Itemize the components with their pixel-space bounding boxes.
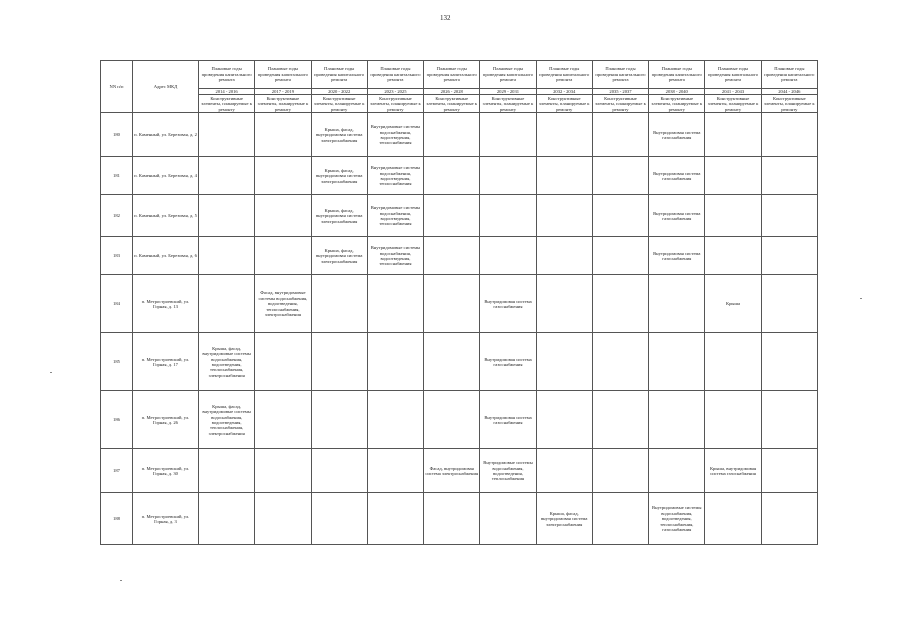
repair-cell	[592, 333, 648, 391]
repair-cell	[536, 195, 592, 237]
row-address: п. Каменный, ул. Березовая, д. 6	[133, 237, 199, 275]
period-sub-label: Конструктивные элементы, планируемые к ремонту	[761, 95, 817, 113]
header-sub-row	[101, 95, 818, 113]
period-years: 2029 - 2031	[480, 89, 536, 95]
row-number: 185	[101, 333, 133, 391]
repair-cell	[536, 237, 592, 275]
repair-cell	[705, 333, 761, 391]
repair-cell	[199, 195, 255, 237]
period-years: 2023 - 2025	[367, 89, 423, 95]
row-address: п. Каменный, ул. Березовая, д. 4	[133, 157, 199, 195]
repair-cell	[761, 333, 817, 391]
repair-cell	[311, 493, 367, 545]
repair-cell	[480, 195, 536, 237]
repair-cell	[649, 449, 705, 493]
period-sub-label: Конструктивные элементы, планируемые к ремонту	[592, 95, 648, 113]
num-header: NN п/п	[101, 61, 133, 113]
period-title: Плановые годы проведения капитального ремонта	[424, 61, 480, 89]
repair-cell	[761, 113, 817, 157]
repair-cell: Внутридомовая система газоснабжения	[649, 113, 705, 157]
period-title: Плановые годы проведения капитального ремонта	[649, 61, 705, 89]
scan-speck	[860, 298, 862, 299]
repair-cell: Крыша, фасад, внутридомовая система электроснабжения	[311, 195, 367, 237]
period-years: 2044 - 2046	[761, 89, 817, 95]
repair-cell	[424, 237, 480, 275]
repair-cell: Внутридомовые системы водоснабжения, водоотведения, теплоснабжения	[480, 449, 536, 493]
row-address: п. Метростроевский, ул. Горная, д. 13	[133, 275, 199, 333]
period-sub-label: Конструктивные элементы, планируемые к ремонту	[367, 95, 423, 113]
repair-cell	[199, 449, 255, 493]
capital-repair-table	[100, 60, 818, 545]
repair-cell	[480, 237, 536, 275]
row-number: 180	[101, 113, 133, 157]
repair-cell	[255, 493, 311, 545]
repair-cell: Внутридомовая система газоснабжения	[480, 275, 536, 333]
period-sub-label: Конструктивные элементы, планируемые к ремонту	[536, 95, 592, 113]
repair-cell	[199, 113, 255, 157]
repair-cell	[367, 493, 423, 545]
row-address: п. Метростроевский, ул. Горная, д. 3	[133, 493, 199, 545]
repair-cell	[311, 275, 367, 333]
repair-cell: Крыша	[705, 275, 761, 333]
row-number: 181	[101, 157, 133, 195]
period-title: Плановые годы проведения капитального ремонта	[761, 61, 817, 89]
repair-cell	[199, 237, 255, 275]
repair-cell	[761, 391, 817, 449]
repair-cell	[649, 333, 705, 391]
repair-cell	[424, 157, 480, 195]
repair-cell	[536, 275, 592, 333]
repair-cell	[705, 195, 761, 237]
repair-cell: Внутридомовая система газоснабжения	[480, 391, 536, 449]
repair-cell	[480, 113, 536, 157]
period-title: Плановые годы проведения капитального ремонта	[199, 61, 255, 89]
repair-cell	[705, 113, 761, 157]
row-address: п. Метростроевский, ул. Горная, д. 26	[133, 391, 199, 449]
repair-cell: Фасад, внутридомовая система электроснабжения	[424, 449, 480, 493]
repair-cell	[536, 391, 592, 449]
repair-cell	[536, 157, 592, 195]
row-address: п. Метростроевский, ул. Горная, д. 17	[133, 333, 199, 391]
repair-cell	[424, 195, 480, 237]
period-years: 2017 - 2019	[255, 89, 311, 95]
repair-cell	[255, 195, 311, 237]
period-sub-label: Конструктивные элементы, планируемые к ремонту	[480, 95, 536, 113]
address-header: Адрес МКД	[133, 61, 199, 113]
row-number: 186	[101, 391, 133, 449]
table-row	[101, 113, 818, 157]
repair-cell	[424, 493, 480, 545]
repair-cell	[311, 391, 367, 449]
repair-cell	[311, 449, 367, 493]
period-years: 2041 - 2043	[705, 89, 761, 95]
repair-cell	[761, 157, 817, 195]
repair-cell: Крыша, внутридомовая система газоснабжения	[705, 449, 761, 493]
period-title: Плановые годы проведения капитального ремонта	[255, 61, 311, 89]
repair-cell: Фасад, внутридомовые системы водоснабжения, водоотведения, теплоснабжения, электроснабжения	[255, 275, 311, 333]
repair-cell	[424, 333, 480, 391]
repair-cell	[592, 449, 648, 493]
repair-cell	[592, 157, 648, 195]
repair-cell	[255, 449, 311, 493]
repair-cell: Внутридомовая система газоснабжения	[649, 195, 705, 237]
period-title: Плановые годы проведения капитального ремонта	[592, 61, 648, 89]
repair-cell: Внутридомовая система газоснабжения	[480, 333, 536, 391]
repair-cell	[199, 157, 255, 195]
repair-cell	[705, 237, 761, 275]
table-row	[101, 157, 818, 195]
row-number: 187	[101, 449, 133, 493]
period-title: Плановые годы проведения капитального ремонта	[311, 61, 367, 89]
repair-cell	[592, 237, 648, 275]
repair-cell	[255, 113, 311, 157]
repair-cell	[536, 113, 592, 157]
repair-cell	[367, 333, 423, 391]
repair-cell	[592, 113, 648, 157]
period-years: 2020 - 2022	[311, 89, 367, 95]
header-title-row	[101, 61, 818, 89]
period-years: 2035 - 2037	[592, 89, 648, 95]
repair-cell	[480, 157, 536, 195]
repair-cell	[424, 391, 480, 449]
repair-cell	[761, 237, 817, 275]
repair-cell	[649, 391, 705, 449]
table-row	[101, 275, 818, 333]
repair-cell: Крыша, фасад, внутридомовая система электроснабжения	[536, 493, 592, 545]
table-row	[101, 333, 818, 391]
repair-cell	[705, 157, 761, 195]
repair-cell	[367, 449, 423, 493]
period-sub-label: Конструктивные элементы, планируемые к ремонту	[424, 95, 480, 113]
repair-cell	[705, 391, 761, 449]
table-row	[101, 449, 818, 493]
repair-cell: Внутридомовые системы водоснабжения, водоотведения, теплоснабжения	[367, 113, 423, 157]
repair-cell: Крыша, фасад, внутридомовая система электроснабжения	[311, 237, 367, 275]
repair-cell	[649, 275, 705, 333]
table-body	[101, 113, 818, 545]
period-title: Плановые годы проведения капитального ремонта	[480, 61, 536, 89]
repair-cell	[255, 237, 311, 275]
period-title: Плановые годы проведения капитального ремонта	[705, 61, 761, 89]
repair-cell	[199, 493, 255, 545]
repair-cell	[536, 333, 592, 391]
repair-cell: Внутридомовая система газоснабжения	[649, 157, 705, 195]
repair-cell: Крыша, фасад, внутридомовая система электроснабжения	[311, 113, 367, 157]
repair-cell	[761, 493, 817, 545]
row-number: 188	[101, 493, 133, 545]
period-years: 2038 - 2040	[649, 89, 705, 95]
period-sub-label: Конструктивные элементы, планируемые к ремонту	[705, 95, 761, 113]
period-years: 2014 - 2016	[199, 89, 255, 95]
repair-cell	[367, 275, 423, 333]
page-number: 132	[440, 14, 451, 22]
repair-cell: Крыша, фасад, внутридомовые системы водоснабжения, водоотведения, теплоснабжения, электроснабжения	[199, 391, 255, 449]
repair-cell	[480, 493, 536, 545]
period-title: Плановые годы проведения капитального ремонта	[536, 61, 592, 89]
repair-cell	[367, 391, 423, 449]
row-address: п. Каменный, ул. Березовая, д. 2	[133, 113, 199, 157]
table-row	[101, 195, 818, 237]
repair-cell: Внутридомовые системы водоснабжения, водоотведения, теплоснабжения	[367, 157, 423, 195]
repair-cell	[592, 391, 648, 449]
period-years: 2032 - 2034	[536, 89, 592, 95]
repair-cell	[424, 113, 480, 157]
period-sub-label: Конструктивные элементы, планируемые к ремонту	[311, 95, 367, 113]
repair-cell	[592, 493, 648, 545]
row-number: 183	[101, 237, 133, 275]
repair-cell	[705, 493, 761, 545]
repair-cell	[761, 195, 817, 237]
row-number: 184	[101, 275, 133, 333]
period-years: 2026 - 2028	[424, 89, 480, 95]
repair-cell	[255, 157, 311, 195]
scan-speck	[50, 372, 52, 373]
repair-cell	[311, 333, 367, 391]
period-sub-label: Конструктивные элементы, планируемые к ремонту	[199, 95, 255, 113]
row-address: п. Метростроевский, ул. Горная, д. 30	[133, 449, 199, 493]
repair-cell	[592, 275, 648, 333]
repair-cell: Внутридомовые системы водоснабжения, водоотведения, теплоснабжения	[367, 195, 423, 237]
repair-cell: Внутридомовые системы водоснабжения, водоотведения, теплоснабжения	[367, 237, 423, 275]
period-title: Плановые годы проведения капитального ремонта	[367, 61, 423, 89]
repair-cell: Крыша, фасад, внутридомовая система электроснабжения	[311, 157, 367, 195]
row-address: п. Каменный, ул. Березовая, д. 5	[133, 195, 199, 237]
repair-cell: Внутридомовые системы водоснабжения, водоотведения, теплоснабжения, газоснабжения	[649, 493, 705, 545]
period-sub-label: Конструктивные элементы, планируемые к ремонту	[649, 95, 705, 113]
repair-cell	[761, 449, 817, 493]
repair-cell	[761, 275, 817, 333]
repair-cell	[255, 333, 311, 391]
repair-cell	[424, 275, 480, 333]
table-row	[101, 493, 818, 545]
row-number: 182	[101, 195, 133, 237]
period-sub-label: Конструктивные элементы, планируемые к ремонту	[255, 95, 311, 113]
repair-cell	[255, 391, 311, 449]
table-row	[101, 391, 818, 449]
repair-cell	[199, 275, 255, 333]
scan-speck	[120, 580, 122, 581]
repair-cell: Крыша, фасад, внутридомовые системы водоснабжения, водоотведения, теплоснабжения, электроснабжения	[199, 333, 255, 391]
repair-cell	[592, 195, 648, 237]
repair-cell: Внутридомовая система газоснабжения	[649, 237, 705, 275]
repair-cell	[536, 449, 592, 493]
table-row	[101, 237, 818, 275]
